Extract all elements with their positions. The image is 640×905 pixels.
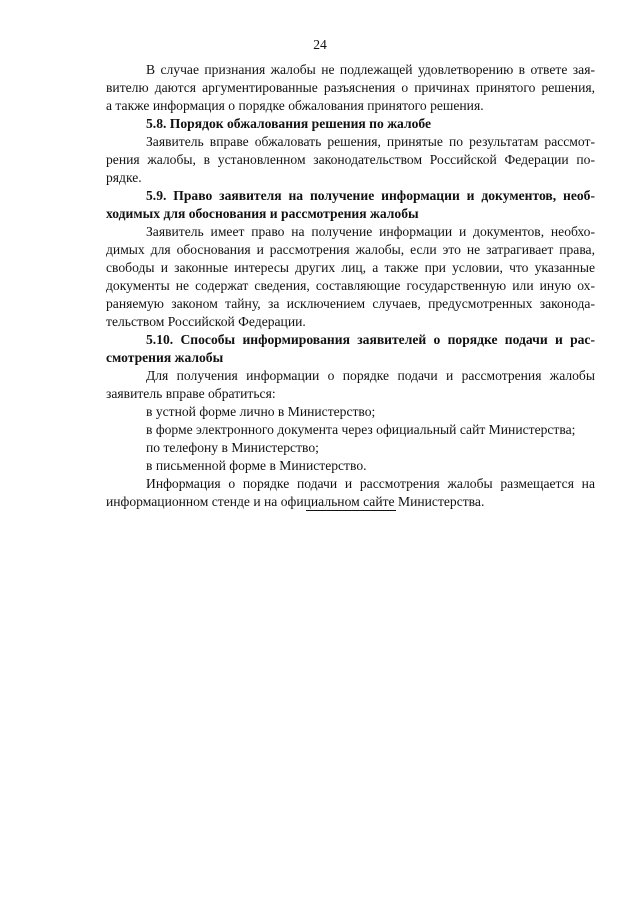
text-line: в письменной форме в Министерство.	[146, 458, 367, 473]
text-line: В случае признания жалобы не подлежащей удовлетворению в ответе зая-	[146, 62, 595, 77]
section-heading-line: 5.10. Способы информирования заявителей о порядке подачи и рас-	[146, 332, 595, 347]
text-line: раняемую законом тайну, за исключением случаев, предусмотренных законода-	[106, 296, 595, 311]
section-heading-line: 5.8. Порядок обжалования решения по жалобе	[146, 116, 432, 131]
section-heading-line: 5.9. Право заявителя на получение информации и документов, необ-	[146, 188, 595, 203]
page-number: 24	[313, 37, 327, 52]
text-line: Информация о порядке подачи и рассмотрения жалобы размещается на	[146, 476, 595, 491]
text-line: тельством Российской Федерации.	[106, 314, 306, 329]
text-line: заявитель вправе обратиться:	[106, 386, 276, 401]
document-body	[106, 61, 595, 511]
text-line: димых для обоснования и рассмотрения жалобы, если это не затрагивает права,	[106, 242, 595, 257]
text-line: по телефону в Министерство;	[146, 440, 319, 455]
text-line: Заявитель имеет право на получение информации и документов, необхо-	[146, 224, 595, 239]
text-line: рения жалобы, в установленном законодательством Российской Федерации по-	[106, 152, 595, 167]
text-line: вителю даются аргументированные разъяснения о причинах принятого решения,	[106, 80, 595, 95]
end-rule	[306, 510, 396, 511]
text-line: в устной форме лично в Министерство;	[146, 404, 376, 419]
text-line: в форме электронного документа через официальный сайт Министерства;	[146, 422, 576, 437]
text-line: документы не содержат сведения, составляющие государственную или иную ох-	[106, 278, 595, 293]
text-line: Для получения информации о порядке подачи и рассмотрения жалобы	[146, 368, 595, 383]
section-heading-line: смотрения жалобы	[106, 350, 224, 365]
section-heading-line: ходимых для обоснования и рассмотрения жалобы	[106, 206, 419, 221]
text-line: рядке.	[106, 170, 142, 185]
text-line: а также информация о порядке обжалования принятого решения.	[106, 98, 484, 113]
text-line: Заявитель вправе обжаловать решения, принятые по результатам рассмот-	[146, 134, 595, 149]
text-line: информационном стенде и на официальном сайте Министерства.	[106, 494, 485, 509]
text-line: свободы и законные интересы других лиц, а также при условии, что указанные	[106, 260, 595, 275]
